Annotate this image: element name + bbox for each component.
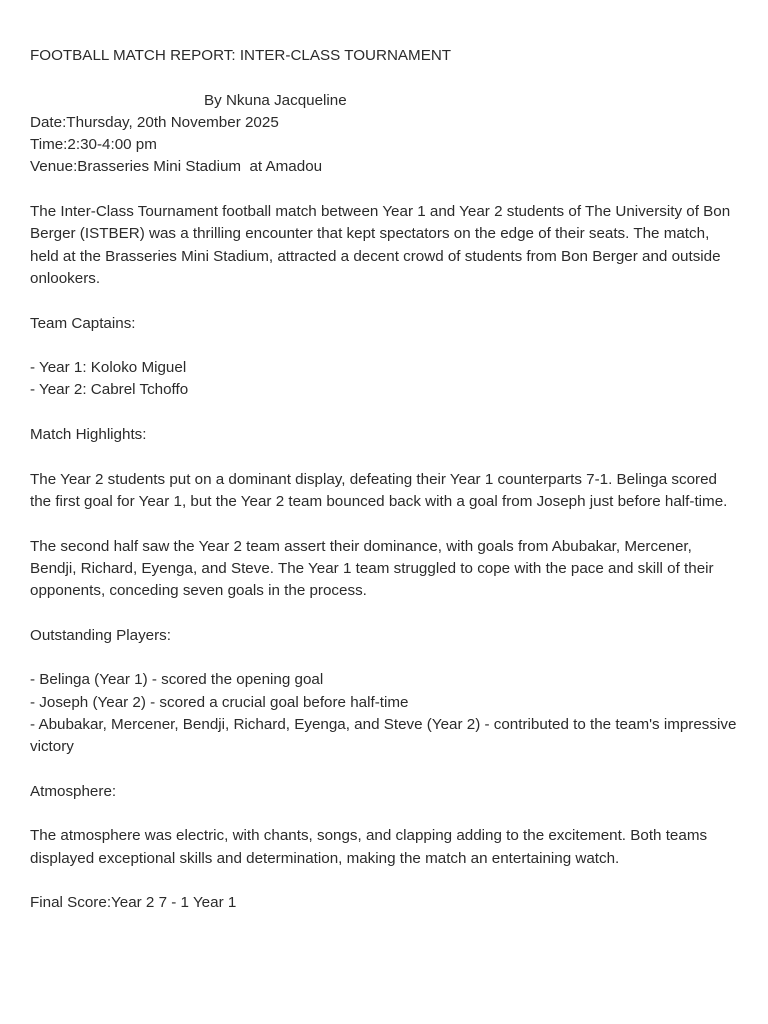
spacer (30, 870, 742, 892)
intro-paragraph: The Inter-Class Tournament football match between Year 1 and Year 2 students of The University of Bon Berger (ISTBER) was a thrilling encounter that kept spectators on the edge of their seats. The match, held at the Brasseries Mini Stadium, attracted a decent crowd of students from Bon Berger and outside onlookers. (30, 203, 731, 287)
date-line: Date:Thursday, 20th November 2025 (30, 113, 279, 131)
spacer (30, 67, 742, 89)
spacer (30, 335, 742, 357)
spacer (30, 446, 742, 468)
spacer (30, 803, 742, 825)
highlights-paragraph: The Year 2 students put on a dominant display, defeating their Year 1 counterparts 7-1. Belinga scored the first goal for Year 1, but the Year 2 team bounced back with a goal from Joseph just before half-time. (30, 470, 728, 510)
report-title: FOOTBALL MATCH REPORT: INTER-CLASS TOURNAMENT (30, 47, 452, 64)
author-byline: By Nkuna Jacqueline (204, 91, 347, 109)
list-item: - Abubakar, Mercener, Bendji, Richard, Eyenga, and Steve (Year 2) - contributed to the team's impressive victory (30, 715, 741, 756)
spacer (30, 602, 742, 624)
time-line: Time:2:30-4:00 pm (30, 136, 157, 154)
captains-heading: Team Captains: (30, 314, 136, 332)
document-body (30, 45, 742, 915)
spacer (30, 402, 742, 424)
spacer (30, 647, 742, 669)
list-item: - Belinga (Year 1) - scored the opening goal (30, 671, 324, 689)
venue-line: Venue:Brasseries Mini Stadium at Amadou (30, 158, 323, 176)
atmosphere-heading: Atmosphere: (30, 782, 117, 800)
spacer (30, 179, 742, 201)
highlights-paragraph: The second half saw the Year 2 team assert their dominance, with goals from Abubakar, Mercener, Bendji, Richard, Eyenga, and Steve. The Year 1 team struggled to cope with the pace and skill of their opponents, conceding seven goals in the process. (30, 537, 714, 600)
highlights-heading: Match Highlights: (30, 426, 147, 444)
list-item: - Year 1: Koloko Miguel (30, 359, 187, 377)
atmosphere-paragraph: The atmosphere was electric, with chants, songs, and clapping adding to the excitement. Both teams displayed exceptional skills and determination, making the match an entertaining watch. (30, 827, 708, 867)
spacer (30, 513, 742, 535)
list-item: - Joseph (Year 2) - scored a crucial goal before half-time (30, 693, 409, 711)
list-item: - Year 2: Cabrel Tchoffo (30, 381, 189, 399)
final-score: Final Score:Year 2 7 - 1 Year 1 (30, 894, 237, 912)
spacer (30, 290, 742, 312)
spacer (30, 759, 742, 781)
players-heading: Outstanding Players: (30, 626, 171, 644)
